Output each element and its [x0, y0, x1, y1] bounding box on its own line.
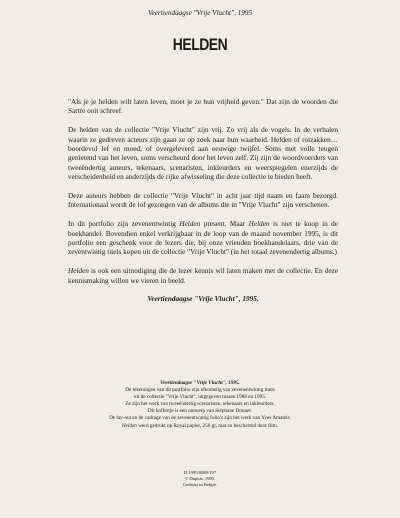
colophon-title: Veertiendaagse "Vrije Vlucht", 1995. [160, 380, 240, 386]
paragraph-authors: Deze auteurs hebben de collectie "Vrije Vlucht" in acht jaar tijd naam en faam bezorgd. Internationaal wordt de lof gezongen van de albums die in "Vrije Vlucht" zijn verschenen. [68, 192, 338, 210]
running-header: Veertiendaagse "Vrije Vlucht", 1995 [147, 9, 253, 17]
print-info [0, 470, 400, 489]
colophon-line: De tekeningen van dit portfolio zijn afkomstig van zevenentwintig titels [125, 387, 275, 394]
paragraph-heroes-free: De helden van de collectie "Vrije Vlucht" zijn vrij. Zo vrij als de vogels. In de verhalen waarin ze gedreven acteurs zijn gaan ze op zoek naar hun waarheid. Helden of rotzakken… boordevol lef en moed, of overgeleverd aan eeuwige twijfel. Soms met volle teugen genietend van het leven, soms verscheurd door het leven zelf. Zij zijn de woordvoerders van tweeëndertig auteurs, tekenaars, scenaristen, inkleurders en weerspiegelen enerzijds de verscheidenheid en anderzijds de rijke afwisseling die deze collectie te bieden heeft. [68, 126, 338, 182]
colophon-line-paper: Helden werd gedrukt op Royal papier, 250 gr, mat en beschermd door film. [121, 422, 279, 429]
colophon-line: De lay-out en de cadrage van de zevenentwintig folio's zijn het werk van Yves Amateis. [109, 415, 291, 422]
colophon-line: Ze zijn het werk van tweeëndertig scenaristen, tekenaars en inkleurders. [125, 401, 275, 408]
colophon-line: uit de collectie "Vrije Vlucht", uitgegeven tussen 1988 en 1995. [133, 394, 267, 401]
printed-in: Gedrukt in België. [182, 482, 218, 488]
paragraph-portfolio: In dit portfolio zijn zevenentwintig Helden present. Maar Helden is niet te koop in de boekhandel. Bovendien enkel verkrijgbaar in de loop van de maand november 1995, is dit portfolio een geschenk voor de lezers die, bij onze vrienden boekhandelaars, drie van de zeventwintig titels kopen uit de collectie "Vrije Vlucht" (in het totaal zevenendertig albums.) [68, 220, 339, 257]
body-text [68, 98, 338, 314]
paragraph-sartre-quote: "Als je je helden wilt laten leven, moet je ze hun vrijheid geven." Dat zijn de woorden die Sartre ooit schreef. [68, 98, 338, 116]
paragraph-invitation: Helden is ook een uitnodiging die de lezer kennis wil laten maken met de collectie. En deze kennismaking willen we vieren in beeld. [68, 267, 338, 285]
colophon [90, 380, 310, 430]
colophon-line: Dit koffertje is een ontwerp van Stéphane Donnet. [147, 408, 253, 415]
signature: Veertiendaagse "Vrije Vlucht", 1995. [147, 295, 259, 304]
page-title: HELDEN [172, 35, 228, 54]
legal-deposit: D.1995/0089/197 [183, 470, 217, 475]
copyright: © Dupuis, 1995. [184, 476, 216, 482]
